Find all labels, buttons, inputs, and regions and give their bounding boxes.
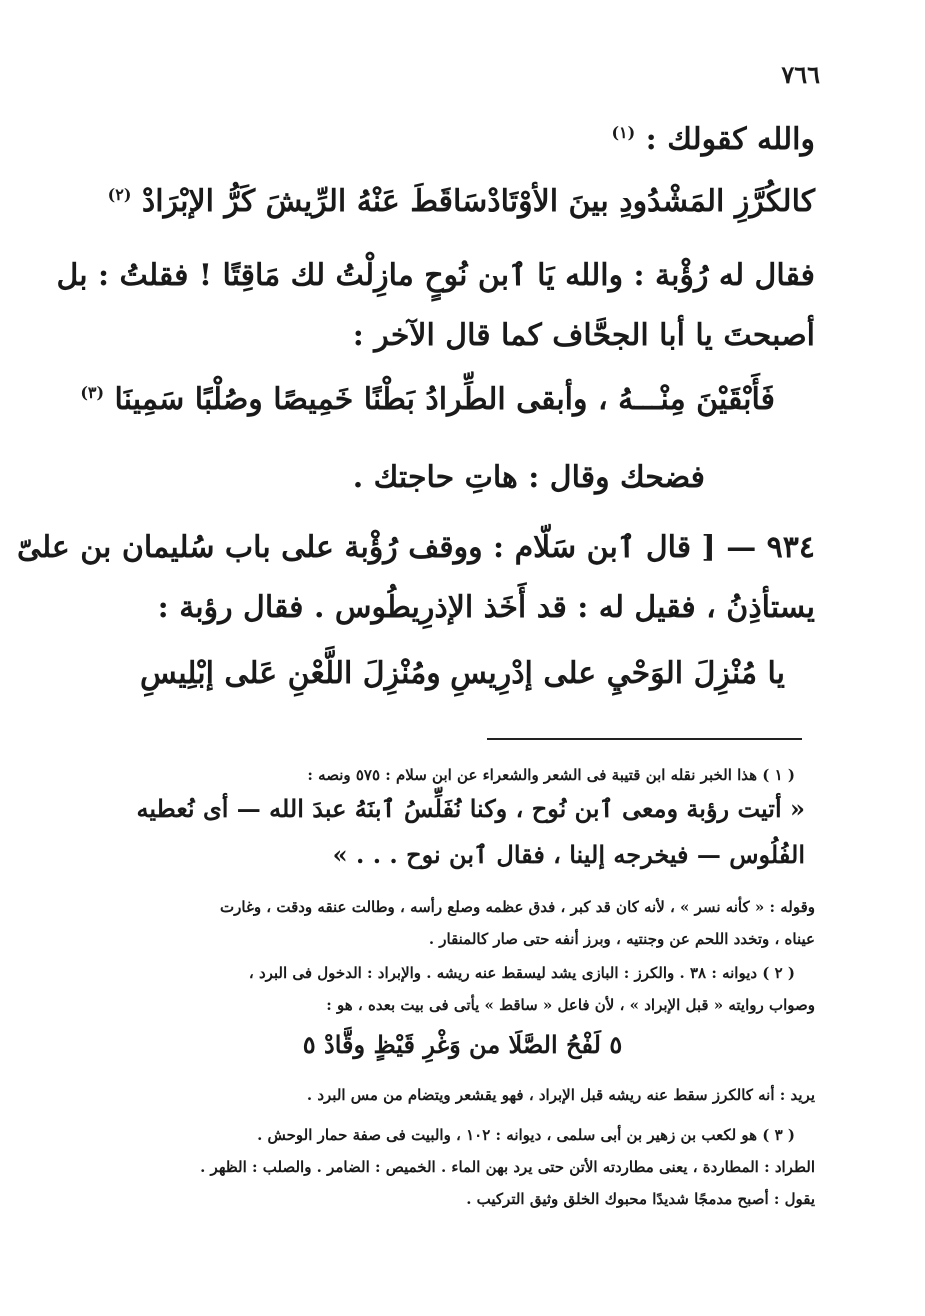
footnote-ref-2: (٢)	[107, 185, 132, 204]
verse-2	[80, 382, 775, 417]
footnote-1-quote-2: الفُلُوس — فيخرجه إلينا ، فقال ٱبن نوح . . . »	[332, 840, 805, 869]
footnote-ref-3: (٣)	[80, 383, 105, 402]
footnote-2-line-3: يريد : أنه كالكرز سقط عنه ريشه قبل الإبراد ، فهو يقشعر ويتضام من مس البرد .	[306, 1086, 815, 1104]
verse-1	[107, 184, 815, 219]
verse-1-hemistich-right: كالكُرَّزِ المَشْدُودِ بينَ الأوْتَادْ	[487, 184, 815, 219]
footnote-1-line-2: وقوله : « كأنه نسر » ، لأنه كان قد كبر ، فدق عظمه وصلع رأسه ، وطالت عنقه ودقت ، وغارت	[220, 898, 815, 916]
verse-1-hemistich-left: سَاقَطَ عَنْهُ الرِّيشَ كَرُّ الإبْرَادْ	[141, 184, 488, 219]
paragraph-line-3: أصبحتَ يا أبا الجحَّاف كما قال الآخر :	[352, 318, 815, 353]
footnote-3-line-3: يقول : أصبح مدمجًا شديدًا محبوك الخلق وثيق التركيب .	[466, 1190, 815, 1208]
footnote-3-line-1: ( ٣ ) هو لكعب بن زهير بن أبى سلمى ، ديوانه : ١٠٢ ، والبيت فى صفة حمار الوحش .	[257, 1126, 795, 1144]
paragraph-line-2: فقال له رُؤْبة : والله يَا ٱبن نُوحٍ مازِلْتُ لك مَاقِتًا ! فقلتُ : بل	[56, 258, 815, 293]
footnote-1-line-3: عيناه ، وتخدد اللحم عن وجنتيه ، وبرز أنفه حتى صار كالمنقار .	[428, 930, 815, 948]
footnote-separator	[487, 738, 802, 740]
verse-2-hemistich-right: فَأَبْقَيْنَ مِنْـــهُ ، وأبقى الطِّرا	[438, 382, 775, 417]
footnote-2-verse: ٥ لَفْحُ الصَّلَا من وَغْرِ قَيْظٍ وقَّادْ ٥	[302, 1030, 623, 1059]
footnote-2-line-2: وصواب روايته « قبل الإبراد » ، لأن فاعل « ساقط » يأتى فى بيت بعده ، هو :	[326, 996, 815, 1014]
intro-text: والله كقولك :	[645, 122, 815, 157]
paragraph-line-4: فضحك وقال : هاتِ حاجتك .	[352, 460, 705, 495]
footnote-ref-1: (١)	[611, 123, 636, 142]
footnote-1-line-1: ( ١ ) هذا الخبر نقله ابن قتيبة فى الشعر والشعراء عن ابن سلام : ٥٧٥ ونصه :	[307, 766, 795, 784]
footnote-3-line-2: الطراد : المطاردة ، يعنى مطاردته الأتن حتى يرد بهن الماء . الخميص : الضامر . والصلب : الظهر .	[200, 1158, 815, 1176]
paragraph-line-6: يستأذِنُ ، فقيل له : قد أَخَذ الإذرِيطُوس . فقال رؤبة :	[157, 590, 815, 625]
verse-2-hemistich-left: دُ بَطْنًا خَمِيصًا وصُلْبًا سَمِينَا	[114, 382, 439, 417]
footnote-2-line-1: ( ٢ ) ديوانه : ٣٨ . والكرز : البازى يشد ليسقط عنه ريشه . والإبراد : الدخول فى البرد ،	[248, 964, 795, 982]
verse-3	[140, 656, 785, 691]
paragraph-line-5: ٩٣٤ — [ قال ٱبن سَلّام : ووقف رُؤْبة على باب سُليمان بن علىّ	[16, 530, 815, 565]
verse-3-hemistich-right: يا مُنْزِلَ الوَحْيِ على إدْرِيسِ	[450, 656, 785, 691]
page-number: ٧٦٦	[781, 60, 820, 89]
intro-line	[110, 122, 815, 157]
footnote-1-quote-1: « أتيت رؤبة ومعى ٱبن نُوح ، وكنا نُفَلِّسُ ٱبنَهُ عبدَ الله — أى نُعطيه	[136, 794, 805, 823]
verse-3-hemistich-left: ومُنْزِلَ اللَّعْنِ عَلى إبْلِيسِ	[140, 656, 441, 691]
